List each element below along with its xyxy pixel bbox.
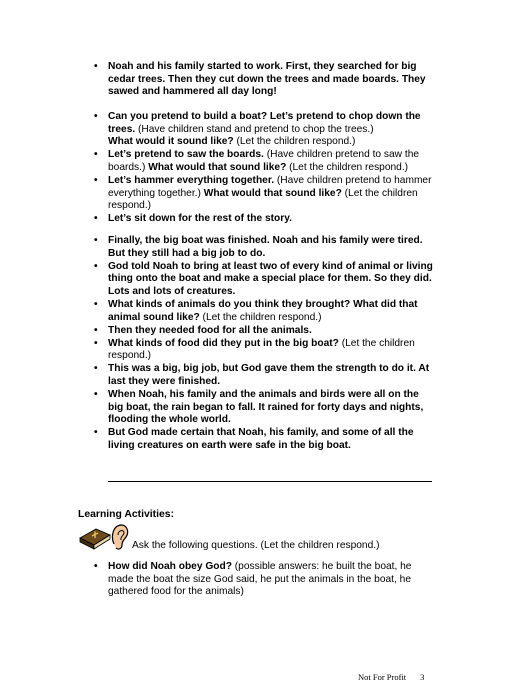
list-item: • When Noah, his family and the animals and birds were all on the big boat, the rain began to fall. It rained for forty days and nights, flooding the whole world. bbox=[94, 389, 436, 427]
learning-instruction: Ask the following questions. (Let the children respond.) bbox=[132, 540, 380, 551]
story-group-3 bbox=[94, 235, 436, 453]
page-footer bbox=[358, 672, 424, 682]
list-item: • Finally, the big boat was finished. Noah and his family were tired. But they still had a big job to do. bbox=[94, 235, 436, 260]
list-item: • God told Noah to bring at least two of every kind of animal or living thing onto the boat and make a special place for them. So they did. Lots and lots of creatures. bbox=[94, 261, 436, 299]
list-item: • But God made certain that Noah, his family, and some of all the living creatures on earth were safe in the big boat. bbox=[94, 427, 436, 452]
page-number: 3 bbox=[420, 672, 425, 682]
divider-line bbox=[108, 481, 432, 482]
list-item: • Let’s sit down for the rest of the story. bbox=[94, 213, 436, 226]
story-group-1 bbox=[94, 61, 436, 99]
list-item: • Then they needed food for all the animals. bbox=[94, 325, 436, 338]
learning-activities-title: Learning Activities: bbox=[78, 509, 175, 520]
list-item: • What kinds of animals do you think they brought? What did that animal sound like? (Let the children respond.) bbox=[94, 299, 436, 324]
list-item: • Noah and his family started to work. First, they searched for big cedar trees. Then they cut down the trees and made boards. They sawed and hammered all day long! bbox=[94, 61, 436, 99]
list-item: • Let’s pretend to saw the boards. (Have children pretend to saw the boards.) What would that sound like? (Let the children respond.) bbox=[94, 149, 436, 174]
list-item: • Let’s hammer everything together. (Have children pretend to hammer everything together.) What would that sound like? (Let the children respond.) bbox=[94, 175, 436, 213]
list-item: • This was a big, big job, but God gave them the strength to do it. At last they were finished. bbox=[94, 363, 436, 388]
ear-icon bbox=[110, 522, 130, 552]
list-item: • How did Noah obey God? (possible answers: he built the boat, he made the boat the size God said, he put the animals in the boat, he gathered food for the animals) bbox=[94, 561, 436, 599]
question-list bbox=[94, 561, 436, 599]
story-group-2 bbox=[94, 111, 436, 226]
list-item: • What kinds of food did they put in the big boat? (Let the children respond.) bbox=[94, 338, 436, 363]
list-item: • Can you pretend to build a boat? Let’s pretend to chop down the trees. (Have children stand and pretend to chop the trees.) What would it sound like? (Let the children respond.) bbox=[94, 111, 436, 149]
footer-text: Not For Profit bbox=[358, 672, 407, 682]
